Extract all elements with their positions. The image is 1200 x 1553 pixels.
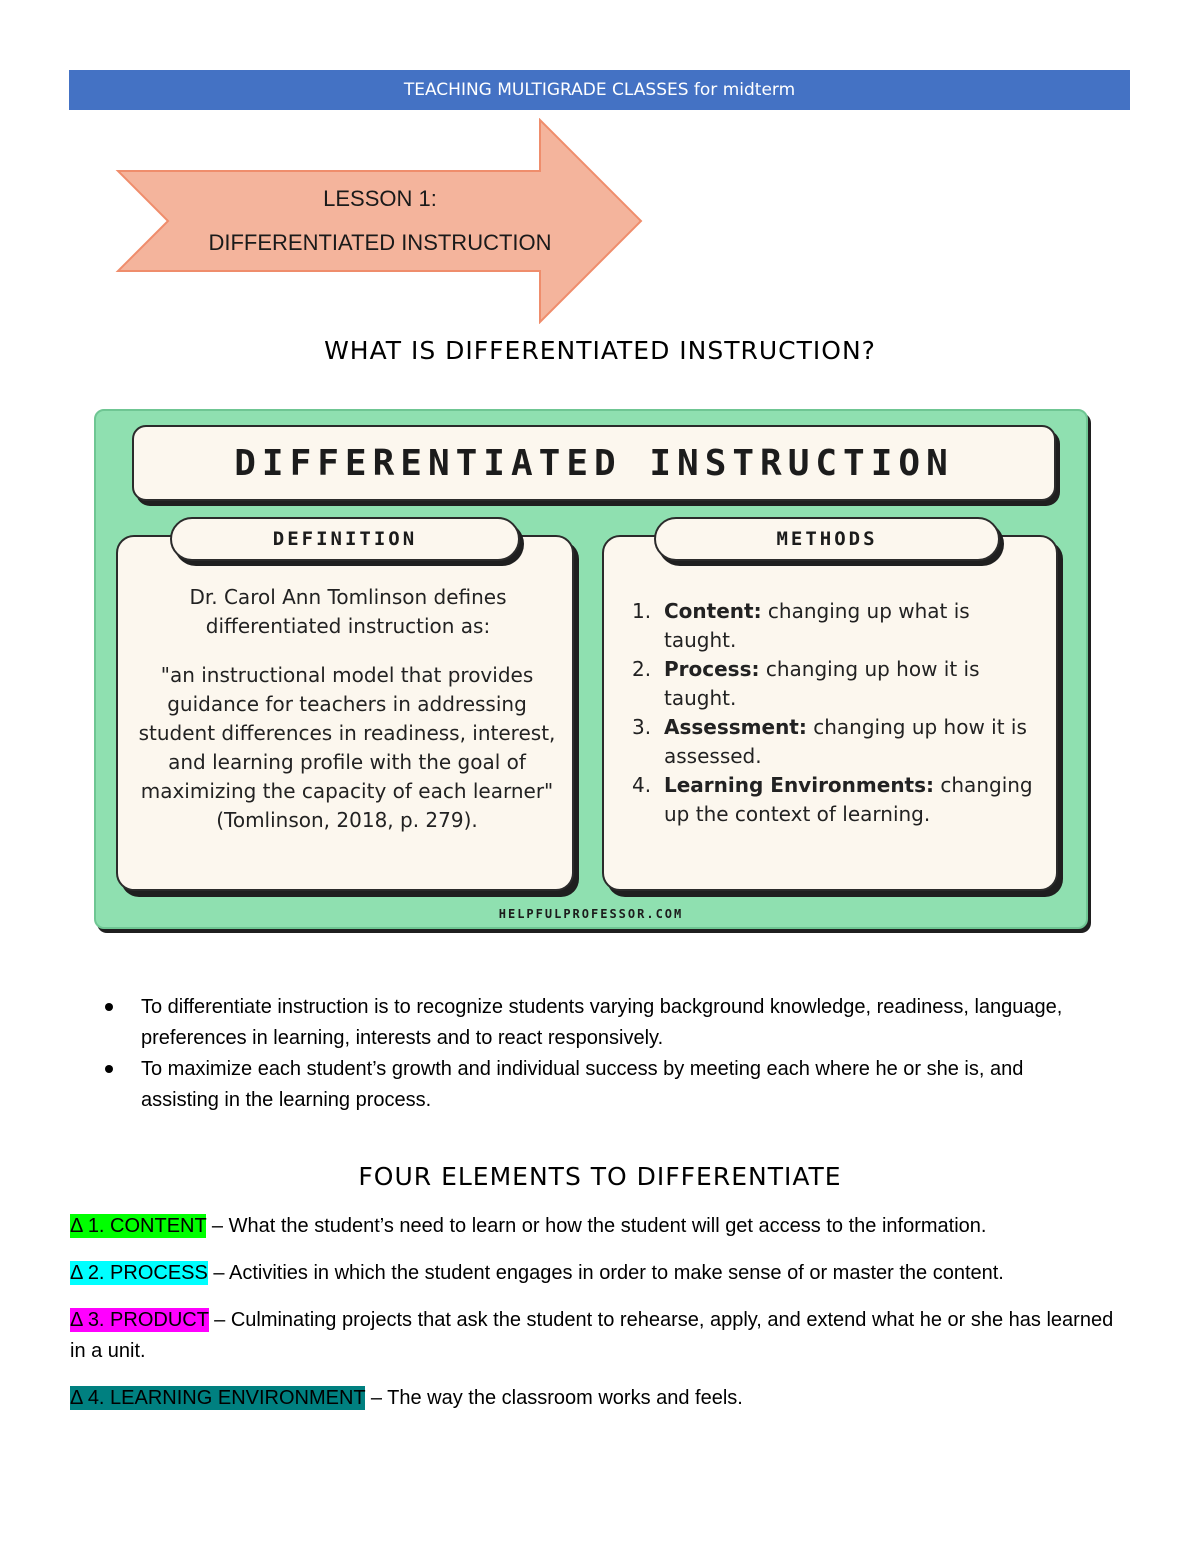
- element-description: – What the student’s need to learn or how the student will get access to the information.: [206, 1215, 987, 1237]
- method-number: 2.: [632, 657, 652, 681]
- infographic: [94, 409, 1088, 929]
- element-product: [70, 1305, 1120, 1367]
- lesson-number: LESSON 1:: [323, 186, 437, 211]
- method-item: [632, 597, 1042, 655]
- heading-what-is: WHAT IS DIFFERENTIATED INSTRUCTION?: [324, 336, 876, 365]
- method-text: changing up how it is assessed.: [664, 715, 1027, 768]
- bullet-item: To differentiate instruction is to recognize students varying background knowledge, readiness, language, preferences in learning, interests and to react responsively.: [104, 992, 1104, 1054]
- lesson-arrow: [115, 118, 645, 324]
- element-label: Δ 2. PROCESS: [70, 1262, 208, 1284]
- heading-four-elements: FOUR ELEMENTS TO DIFFERENTIATE: [358, 1162, 842, 1191]
- methods-list: [632, 597, 1042, 829]
- method-term: Content:: [664, 599, 762, 623]
- element-content: [70, 1211, 1120, 1242]
- definition-intro: Dr. Carol Ann Tomlinson defines differentiated instruction as:: [189, 585, 507, 638]
- method-text: changing up what is taught.: [664, 599, 970, 652]
- element-label: Δ 1. CONTENT: [70, 1215, 207, 1237]
- method-number: 4.: [632, 773, 652, 797]
- element-description: – The way the classroom works and feels.: [365, 1387, 743, 1409]
- method-term: Learning Environments:: [664, 773, 935, 797]
- methods-panel: [602, 528, 1058, 891]
- definition-label: DEFINITION: [170, 517, 520, 561]
- bullet-list: [104, 992, 1104, 1116]
- method-text: changing up the context of learning.: [664, 773, 1033, 826]
- methods-label: METHODS: [654, 517, 1000, 561]
- header-bar: [69, 70, 1130, 110]
- lesson-title: DIFFERENTIATED INSTRUCTION: [208, 230, 552, 255]
- definition-quote: "an instructional model that provides guidance for teachers in addressing student differences in readiness, interest, and learning profile with the goal of maximizing the capacity of each learner" (Tomlinson, 2018, p. 279).: [138, 663, 556, 832]
- arrow-shape: [115, 118, 645, 324]
- infographic-source: HELPFULPROFESSOR.COM: [498, 907, 684, 921]
- method-number: 1.: [632, 599, 652, 623]
- bullet-item: To maximize each student’s growth and individual success by meeting each where he or she is, and assisting in the learning process.: [104, 1054, 1104, 1116]
- method-item: [632, 771, 1042, 829]
- element-label: Δ 3. PRODUCT: [70, 1309, 209, 1331]
- element-description: – Culminating projects that ask the student to rehearse, apply, and extend what he or she has learned in a unit.: [70, 1309, 1114, 1362]
- method-number: 3.: [632, 715, 652, 739]
- header-title: TEACHING MULTIGRADE CLASSES for midterm: [403, 80, 796, 100]
- method-term: Process:: [664, 657, 760, 681]
- method-term: Assessment:: [664, 715, 807, 739]
- method-item: [632, 713, 1042, 771]
- method-item: [632, 655, 1042, 713]
- element-description: – Activities in which the student engages in order to make sense of or master the content.: [207, 1262, 1004, 1284]
- method-text: changing up how it is taught.: [664, 657, 980, 710]
- element-process: [70, 1258, 1120, 1289]
- element-learning-environment: [70, 1383, 1120, 1414]
- definition-panel: [116, 528, 574, 891]
- element-label: Δ 4. LEARNING ENVIRONMENT: [70, 1387, 366, 1409]
- infographic-title: DIFFERENTIATED INSTRUCTION: [132, 425, 1056, 501]
